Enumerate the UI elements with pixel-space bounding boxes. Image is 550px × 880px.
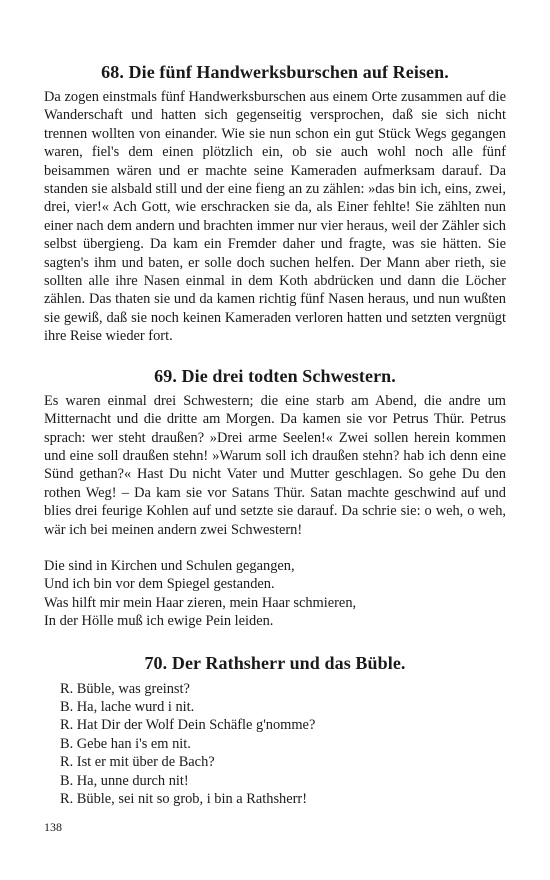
dialog-line: R. Hat Dir der Wolf Dein Schäfle g'nomme? [60, 717, 316, 734]
section-68-title: 68. Die fünf Handwerksburschen auf Reisen. [101, 62, 449, 82]
verse-line: Was hilft mir mein Haar zieren, mein Haar schmieren, [44, 594, 357, 611]
section-69-verse [44, 557, 506, 631]
dialog-line: B. Ha, lache wurd i nit. [60, 698, 195, 715]
verse-line: Und ich bin vor dem Spiegel gestanden. [44, 576, 275, 593]
section-70-dialog [44, 680, 506, 809]
dialog-line: B. Ha, unne durch nit! [60, 772, 189, 789]
section-68-body: Da zogen einstmals fünf Handwerksburschen aus einem Orte zusammen auf die Wanderschaft und hatten sich gegenseitig versprochen, daß sie sich nicht trennen wollten von einander. Wie sie nun schon ein gut Stück Wegs gegangen waren, fiel's dem einen plötzlich ein, ob sie auch wohl noch alle fünf beisammen wären und er machte seine Kameraden aufmerksam darauf. Da standen sie alsbald still und der eine fieng an zu zählen: »das bin ich, eins, zwei, drei, vier!« Ach Gott, wie erschracken sie da, als Einer fehlte! Sie zählten nun einer nach dem andern und brachten immer nur vier heraus, weil der Zähler sich selbst übergieng. Da kam ein Fremder daher und fragte, was sie hätten. Sie sagten's ihm und baten, er solle doch suchen helfen. Der Mann aber rieth, sie sollten alle ihre Nasen einmal in dem Koth abdrücken und dann die Löcher zählen. Das thaten sie und da kamen richtig fünf Nasen heraus, und nun wußten sie gewiß, daß sie noch keinen Kameraden verloren hatten und setzten vergnügt ihre Reise wieder fort. [44, 89, 506, 345]
dialog-line: R. Büble, sei nit so grob, i bin a Rathsherr! [60, 791, 308, 807]
page-number: 138 [44, 820, 62, 834]
section-69-body: Es waren einmal drei Schwestern; die eine starb am Abend, die andre um Mitternacht und die dritte am Morgen. Da kamen sie vor Petrus Thür. Petrus sprach: wer steht draußen? »Drei arme Seelen!« Zwei sollen herein kommen und eine soll draußen stehn! »Warum soll ich draußen stehn? hab ich denn eine Sünd gethan?« Hast Du nicht Vater und Mutter geschlagen. So gehe Du den rothen Weg! – Da kam sie vor Satans Thür. Satan machte geschwind auf und blies drei feurige Kohlen auf und setzte sie darauf. Da schrie sie: o weh, o weh, wär ich bei meinen andern zwei Schwestern! [44, 392, 506, 538]
dialog-line: B. Gebe han i's em nit. [60, 735, 191, 752]
dialog-line: R. Büble, was greinst? [60, 680, 190, 697]
verse-line: In der Hölle muß ich ewige Pein leiden. [44, 613, 274, 630]
book-page [44, 62, 506, 808]
section-70-title: 70. Der Rathsherr und das Büble. [144, 652, 406, 673]
section-69-title: 69. Die drei todten Schwestern. [154, 365, 396, 386]
verse-line: Die sind in Kirchen und Schulen gegangen, [44, 557, 295, 574]
dialog-line: R. Ist er mit über de Bach? [60, 754, 215, 771]
